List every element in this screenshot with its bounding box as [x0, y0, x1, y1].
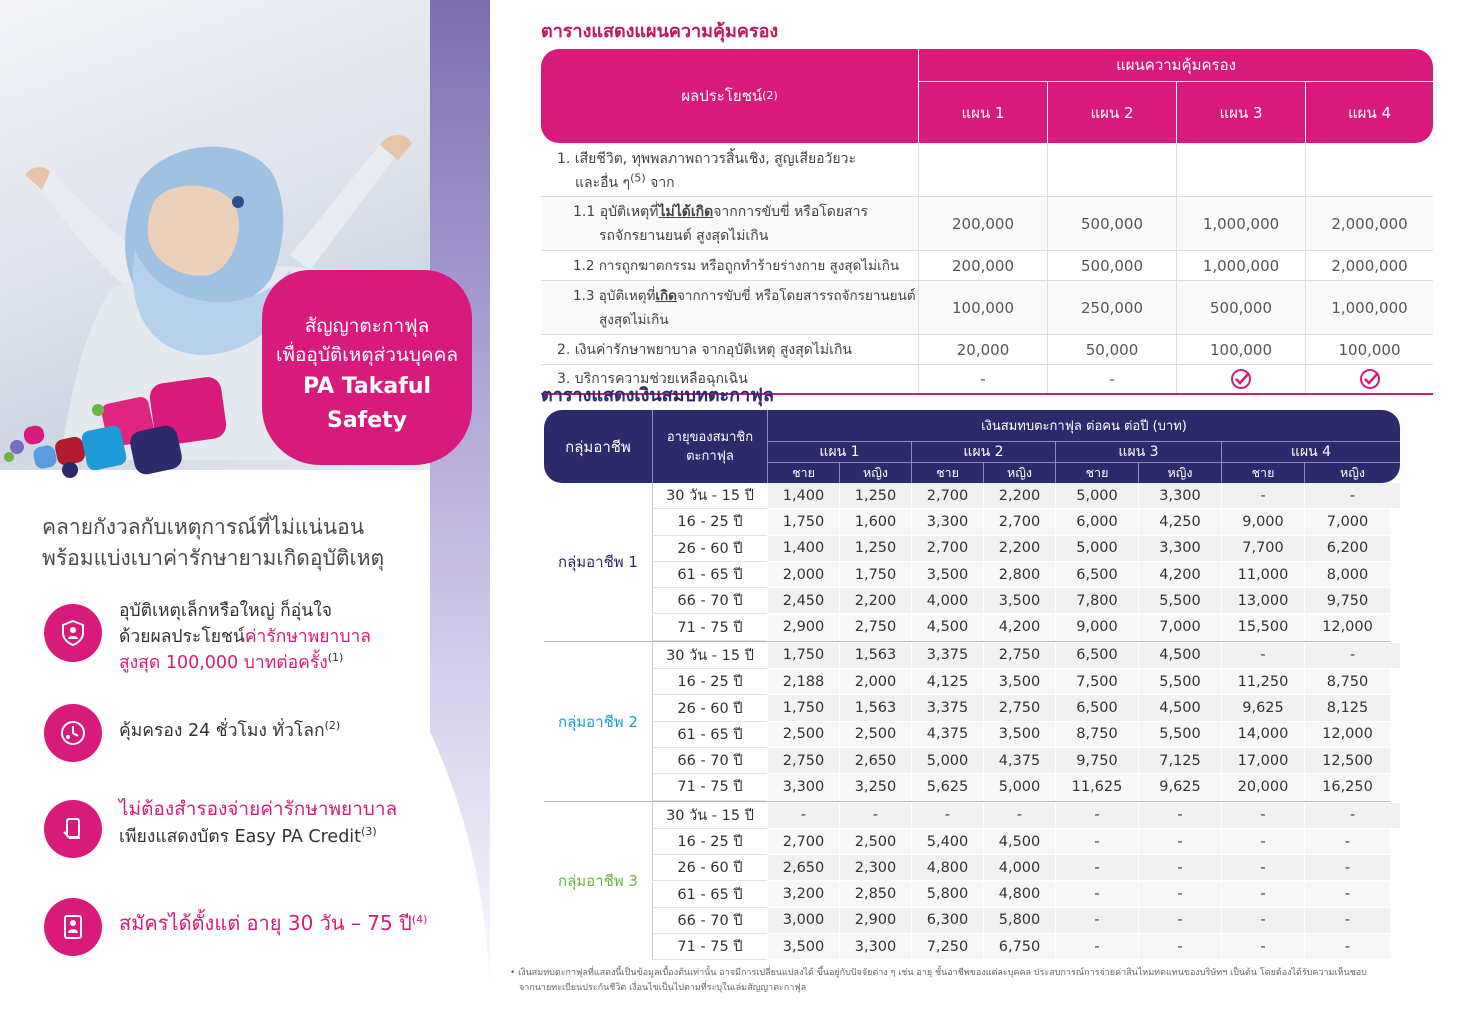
age-range: 66 - 70 ปี [652, 748, 767, 774]
coverage-value: - [918, 365, 1047, 393]
coverage-value: 20,000 [918, 335, 1047, 364]
plan-header-1: แผน 1 [918, 82, 1047, 143]
coverage-row [541, 143, 1433, 197]
contribution-value: 3,500 [983, 722, 1055, 748]
contribution-value: 8,750 [1304, 669, 1390, 695]
contribution-value: 1,750 [767, 509, 839, 535]
coverage-value: 2,000,000 [1305, 251, 1433, 280]
plan-header-3: แผน 3 [1176, 82, 1305, 143]
feature-medical-text [119, 598, 479, 676]
group-header: กลุ่มอาชีพ [565, 437, 631, 456]
contribution-value: 3,375 [911, 643, 983, 669]
feature-medical-line-2a: ด้วยผลประโยชน์ [119, 627, 245, 647]
coverage-value: 200,000 [918, 251, 1047, 280]
age-range: 71 - 75 ปี [652, 934, 767, 960]
coverage-value [1305, 143, 1433, 196]
contribution-value: 9,000 [1055, 615, 1138, 641]
footnote-line-1: • เงินสมทบตะกาฟุลที่แสดงนี้เป็นข้อมูลเบื้องต้นเท่านั้น อาจมีการเปลี่ยนแปลงได้ ขึ้นอยู่กับปัจจัยต่าง ๆ เช่น อายุ ชั้นอาชีพของแต่ละบุคคล ประสบการณ์การจ่ายค่าสินไหมทดแทนของบริษัทฯ เป็นต้น โดยต้องได้รับความเห็นชอบ [510, 968, 1367, 978]
badge-line-1: สัญญาตะกาฟุล [304, 315, 430, 337]
contribution-value: 2,200 [983, 483, 1055, 509]
tagline-line-2: พร้อมแบ่งเบาค่ารักษายามเกิดอุบัติเหตุ [42, 546, 385, 570]
male-header: ชาย [911, 462, 983, 483]
contribution-value: 7,800 [1055, 588, 1138, 614]
occupation-group-label: กลุ่มอาชีพ 3 [558, 872, 638, 891]
coverage-table [541, 49, 1433, 395]
contribution-value: - [911, 803, 983, 829]
contribution-value: 4,375 [911, 722, 983, 748]
coverage-header [541, 49, 1433, 143]
feature-easy-pa-line-2 [119, 824, 479, 850]
contribution-value: - [1304, 643, 1400, 669]
contribution-value: - [1221, 643, 1304, 669]
contribution-value: 2,700 [767, 829, 839, 855]
tagline [42, 512, 462, 574]
age-header [652, 410, 767, 483]
coverage-row [541, 197, 1433, 251]
age-range: 26 - 60 ปี [652, 536, 767, 562]
contribution-value: 2,900 [767, 615, 839, 641]
female-header: หญิง [1304, 462, 1400, 483]
row-label-line-2: สูงสุดไม่เกิน [599, 312, 669, 328]
feature-age-text [119, 910, 479, 938]
coverage-row-label: 3. บริการความช่วยเหลือฉุกเฉิน [557, 371, 748, 387]
group-separator [544, 801, 1390, 802]
contribution-value: 1,400 [767, 483, 839, 509]
coverage-value [1176, 143, 1305, 196]
contribution-value: 3,300 [767, 774, 839, 800]
age-range: 66 - 70 ปี [652, 908, 767, 934]
contribution-value: 16,250 [1304, 774, 1390, 800]
contribution-value: 6,000 [1055, 509, 1138, 535]
feature-medical-line-2 [119, 624, 479, 650]
age-range: 26 - 60 ปี [652, 695, 767, 721]
shield-person-icon [44, 604, 102, 662]
contribution-value: 11,250 [1221, 669, 1304, 695]
row-label-emphasis: ไม่ได้เกิด [658, 204, 714, 220]
contribution-value: - [1304, 908, 1390, 934]
age-range: 66 - 70 ปี [652, 588, 767, 614]
plan-header-3: แผน 3 [1055, 441, 1221, 462]
age-range: 16 - 25 ปี [652, 829, 767, 855]
male-header: ชาย [1221, 462, 1304, 483]
contribution-value: 5,000 [1055, 536, 1138, 562]
feature-medical-line-1: อุบัติเหตุเล็กหรือใหญ่ ก็อุ่นใจ [119, 601, 333, 621]
benefit-header: ผลประโยชน์ (2) [541, 49, 918, 143]
contribution-value: 2,300 [839, 855, 911, 881]
male-header: ชาย [767, 462, 839, 483]
contribution-value: 1,563 [839, 643, 911, 669]
check-icon [1305, 365, 1433, 393]
contribution-value: - [1138, 855, 1221, 881]
contribution-value: - [1221, 483, 1304, 509]
female-header: หญิง [1138, 462, 1221, 483]
coverage-value: 1,000,000 [1305, 281, 1433, 334]
footnote-line-2: จากนายทะเบียนประกันชีวิต เงื่อนไขเป็นไปตามที่ระบุในเล่มสัญญาตะกาฟุล [519, 983, 807, 993]
coverage-value: 2,000,000 [1305, 197, 1433, 250]
contribution-value: 3,200 [767, 882, 839, 908]
row-label-text: จากการขับขี่ หรือโดยสาร [713, 204, 868, 220]
age-range: 61 - 65 ปี [652, 722, 767, 748]
contribution-value: 3,300 [911, 509, 983, 535]
contribution-value: 3,500 [983, 669, 1055, 695]
coverage-row-label [541, 143, 918, 195]
contribution-value: 8,125 [1304, 695, 1390, 721]
contribution-value: 12,000 [1304, 722, 1390, 748]
contribution-value: 4,000 [911, 588, 983, 614]
contribution-value: 6,500 [1055, 643, 1138, 669]
contribution-value: 6,300 [911, 908, 983, 934]
contribution-value: - [1138, 908, 1221, 934]
age-range: 16 - 25 ปี [652, 669, 767, 695]
contribution-value: 2,500 [767, 722, 839, 748]
contribution-value: 2,750 [839, 615, 911, 641]
coverage-title: ตารางแสดงแผนความคุ้มครอง [541, 21, 779, 42]
row-label-line-1: 1. เสียชีวิต, ทุพพลภาพถาวรสิ้นเชิง, สูญเสียอวัยวะ [557, 151, 856, 167]
contribution-value: 4,125 [911, 669, 983, 695]
contribution-value: 3,500 [983, 588, 1055, 614]
contribution-title: ตารางแสดงเงินสมบทตะกาฟุล [541, 385, 774, 406]
feature-24h-text [119, 718, 479, 744]
contribution-value: 4,500 [1138, 643, 1221, 669]
row-label-line-2: รถจักรยานยนต์ สูงสุดไม่เกิน [599, 228, 769, 244]
age-range: 16 - 25 ปี [652, 509, 767, 535]
contribution-value: - [1055, 855, 1138, 881]
coverage-value: 100,000 [918, 281, 1047, 334]
contribution-value: 14,000 [1221, 722, 1304, 748]
contribution-value: 3,300 [1138, 483, 1221, 509]
coverage-value: 1,000,000 [1176, 197, 1305, 250]
contribution-value: 20,000 [1221, 774, 1304, 800]
contribution-value: 2,800 [983, 562, 1055, 588]
coverage-value [918, 143, 1047, 196]
contribution-value: 9,750 [1304, 588, 1390, 614]
contribution-value: 4,200 [983, 615, 1055, 641]
contribution-value: 2,000 [767, 562, 839, 588]
contribution-value: 2,750 [767, 748, 839, 774]
contribution-value: 17,000 [1221, 748, 1304, 774]
footnote-ref: (2) [324, 719, 341, 733]
contribution-value: 6,750 [983, 934, 1055, 960]
contribution-value: 5,000 [1055, 483, 1138, 509]
contribution-value: 1,563 [839, 695, 911, 721]
coverage-value: 100,000 [1305, 335, 1433, 364]
contribution-value: - [1221, 908, 1304, 934]
contribution-value: - [1138, 829, 1221, 855]
contribution-value: 1,750 [767, 695, 839, 721]
contribution-value: - [1304, 934, 1390, 960]
contribution-value: 5,800 [911, 882, 983, 908]
contribution-value: - [1055, 908, 1138, 934]
contribution-value: - [839, 803, 911, 829]
row-label-text: และอื่น ๆ [575, 175, 631, 191]
footnote-ref: (4) [411, 913, 428, 927]
coverage-value: 200,000 [918, 197, 1047, 250]
contribution-value: 2,650 [767, 855, 839, 881]
contribution-value: 7,000 [1304, 509, 1390, 535]
coverage-value: 500,000 [1047, 251, 1176, 280]
contribution-value: 7,700 [1221, 536, 1304, 562]
contribution-value: 5,000 [983, 774, 1055, 800]
contribution-value: 9,000 [1221, 509, 1304, 535]
contribution-value: 15,500 [1221, 615, 1304, 641]
contribution-value: 7,125 [1138, 748, 1221, 774]
coverage-row [541, 281, 1433, 335]
contribution-value: 3,250 [839, 774, 911, 800]
tagline-line-1: คลายกังวลกับเหตุการณ์ที่ไม่แน่นอน [42, 515, 365, 539]
feature-easy-pa-headline: ไม่ต้องสำรองจ่ายค่ารักษาพยาบาล [119, 798, 398, 820]
contribution-value: - [1304, 803, 1400, 829]
contribution-value: 4,200 [1138, 562, 1221, 588]
contribution-value: - [1304, 882, 1390, 908]
contribution-value: 4,375 [983, 748, 1055, 774]
contribution-value: - [1304, 483, 1400, 509]
contribution-value: 9,750 [1055, 748, 1138, 774]
contribution-value: 1,250 [839, 536, 911, 562]
contribution-value: 12,500 [1304, 748, 1390, 774]
benefit-header-label: ผลประโยชน์ [681, 87, 763, 105]
contribution-value: 3,300 [839, 934, 911, 960]
contribution-value: 4,800 [911, 855, 983, 881]
contribution-value: 2,650 [839, 748, 911, 774]
contribution-value: 2,750 [983, 643, 1055, 669]
feature-easy-pa-text [119, 794, 479, 850]
age-range: 30 วัน - 15 ปี [652, 483, 767, 509]
contribution-value: 9,625 [1138, 774, 1221, 800]
age-range: 30 วัน - 15 ปี [652, 643, 767, 669]
age-range: 71 - 75 ปี [652, 615, 767, 641]
contribution-value: 7,500 [1055, 669, 1138, 695]
contribution-value: 2,450 [767, 588, 839, 614]
plan-header-2: แผน 2 [911, 441, 1055, 462]
contribution-value: - [1138, 803, 1221, 829]
female-header: หญิง [839, 462, 911, 483]
coverage-value: 250,000 [1047, 281, 1176, 334]
clock-person-icon [44, 704, 102, 762]
plan-header-4: แผน 4 [1221, 441, 1400, 462]
row-label-line-2 [557, 171, 918, 195]
contribution-value: 5,400 [911, 829, 983, 855]
female-header: หญิง [983, 462, 1055, 483]
row-label-text: จาก [645, 175, 675, 191]
contribution-value: 5,500 [1138, 722, 1221, 748]
contribution-value: 1,750 [767, 643, 839, 669]
age-header-line-1: อายุของสมาชิก [666, 429, 754, 445]
contribution-value: - [1221, 882, 1304, 908]
contribution-table [544, 410, 1400, 962]
contribution-value: 11,625 [1055, 774, 1138, 800]
footnote-ref: (5) [630, 171, 646, 185]
coverage-row [541, 251, 1433, 281]
feature-age-line: สมัครได้ตั้งแต่ อายุ 30 วัน – 75 ปี [119, 911, 412, 935]
contribution-value: 5,800 [983, 908, 1055, 934]
contribution-value: 4,000 [983, 855, 1055, 881]
contribution-value: 2,188 [767, 669, 839, 695]
occupation-group-label: กลุ่มอาชีพ 2 [558, 712, 638, 731]
group-separator [544, 641, 1390, 642]
occupation-group-label: กลุ่มอาชีพ 1 [558, 552, 638, 571]
contribution-value: 2,500 [839, 722, 911, 748]
contribution-value: 5,500 [1138, 588, 1221, 614]
row-label-emphasis: เกิด [655, 288, 677, 304]
check-icon [1176, 365, 1305, 393]
coverage-row [541, 335, 1433, 365]
footnote-ref: (3) [361, 825, 377, 839]
contribution-value: 3,300 [1138, 536, 1221, 562]
card-hand-icon [44, 800, 102, 858]
contribution-value: 8,000 [1304, 562, 1390, 588]
feature-medical-highlight: ค่ารักษาพยาบาล [244, 627, 371, 647]
contribution-value: 7,250 [911, 934, 983, 960]
contribution-value: 1,250 [839, 483, 911, 509]
contribution-value: 4,500 [911, 615, 983, 641]
contribution-value: 3,375 [911, 695, 983, 721]
contribution-value: 2,700 [983, 509, 1055, 535]
contribution-value: - [1221, 803, 1304, 829]
badge-line-2: เพื่ออุบัติเหตุส่วนบุคคล [276, 344, 458, 366]
row-label-text: จากการขับขี่ หรือโดยสารรถจักรยานยนต์ [676, 288, 916, 304]
person-frame-icon [44, 898, 102, 956]
badge-product-name: PA Takaful Safety [302, 374, 432, 433]
contribution-value: 4,500 [983, 829, 1055, 855]
feature-medical-line-3 [119, 650, 479, 676]
product-badge [262, 270, 472, 465]
contribution-value: - [1221, 855, 1304, 881]
contribution-value: - [983, 803, 1055, 829]
contribution-top-header: เงินสมทบตะกาฟุล ต่อคน ต่อปี (บาท) [767, 410, 1400, 441]
coverage-value: 1,000,000 [1176, 251, 1305, 280]
contribution-value: 3,000 [767, 908, 839, 934]
male-header: ชาย [1055, 462, 1138, 483]
feature-medical-max: สูงสุด 100,000 บาทต่อครั้ง [119, 653, 328, 673]
contribution-value: 8,750 [1055, 722, 1138, 748]
contribution-value: 2,200 [839, 588, 911, 614]
age-range: 61 - 65 ปี [652, 562, 767, 588]
decor-cube [80, 424, 127, 471]
contribution-value: 2,700 [911, 536, 983, 562]
contribution-value: 5,500 [1138, 669, 1221, 695]
contribution-value: 7,000 [1138, 615, 1221, 641]
contribution-value: 4,500 [1138, 695, 1221, 721]
feature-24h-line: คุ้มครอง 24 ชั่วโมง ทั่วโลก [119, 721, 325, 741]
contribution-value: 2,750 [983, 695, 1055, 721]
contribution-value: 6,500 [1055, 695, 1138, 721]
contribution-value: - [1138, 882, 1221, 908]
plan-header-4: แผน 4 [1305, 82, 1433, 143]
contribution-value: - [1055, 829, 1138, 855]
age-range: 26 - 60 ปี [652, 855, 767, 881]
plan-header-1: แผน 1 [767, 441, 911, 462]
contribution-value: - [1055, 934, 1138, 960]
contribution-value: 1,600 [839, 509, 911, 535]
coverage-value: - [1047, 365, 1176, 393]
contribution-value: 2,900 [839, 908, 911, 934]
contribution-value: 2,850 [839, 882, 911, 908]
contribution-value: 5,625 [911, 774, 983, 800]
row-label-line-1 [573, 284, 918, 308]
footnote-ref: (1) [327, 651, 344, 665]
coverage-row-label: 1.2 การถูกฆาตกรรม หรือถูกทำร้ายร่างกาย สูงสุดไม่เกิน [573, 258, 900, 274]
contribution-value: - [1055, 882, 1138, 908]
coverage-value: 500,000 [1047, 197, 1176, 250]
feature-easy-pa-sub: เพียงแสดงบัตร Easy PA Credit [119, 827, 362, 847]
plan-header-2: แผน 2 [1047, 82, 1176, 143]
age-range: 61 - 65 ปี [652, 882, 767, 908]
coverage-row-label: 2. เงินค่ารักษาพยาบาล จากอุบัติเหตุ สูงสุดไม่เกิน [557, 342, 852, 358]
contribution-value: - [1138, 934, 1221, 960]
age-range: 71 - 75 ปี [652, 774, 767, 800]
contribution-value: 4,800 [983, 882, 1055, 908]
row-label-line-1 [573, 200, 918, 224]
contribution-value: 6,200 [1304, 536, 1390, 562]
row-label-text: 1.1 อุบัติเหตุที่ [573, 204, 659, 220]
contribution-value: - [1221, 934, 1304, 960]
plans-header: แผนความคุ้มครอง [918, 49, 1433, 82]
contribution-value: 2,000 [839, 669, 911, 695]
age-range: 30 วัน - 15 ปี [652, 803, 767, 829]
contribution-value: 3,500 [767, 934, 839, 960]
coverage-value: 100,000 [1176, 335, 1305, 364]
coverage-row-label [541, 197, 918, 248]
row-label-text: 1.3 อุบัติเหตุที่ [573, 288, 656, 304]
contribution-value: 11,000 [1221, 562, 1304, 588]
coverage-value: 500,000 [1176, 281, 1305, 334]
contribution-value: - [767, 803, 839, 829]
contribution-value: - [1304, 855, 1390, 881]
coverage-value: 50,000 [1047, 335, 1176, 364]
contribution-value: 12,000 [1304, 615, 1390, 641]
contribution-value: 1,750 [839, 562, 911, 588]
contribution-value: - [1055, 803, 1138, 829]
contribution-value: - [1221, 829, 1304, 855]
contribution-value: 2,500 [839, 829, 911, 855]
coverage-value [1047, 143, 1176, 196]
footnote [510, 966, 1450, 996]
contribution-value: 5,000 [911, 748, 983, 774]
contribution-value: 4,250 [1138, 509, 1221, 535]
contribution-value: 2,700 [911, 483, 983, 509]
contribution-body [544, 483, 1400, 962]
contribution-value: 1,400 [767, 536, 839, 562]
coverage-row-label [541, 281, 918, 332]
contribution-value: 13,000 [1221, 588, 1304, 614]
contribution-header [544, 410, 1400, 483]
contribution-value: 3,500 [911, 562, 983, 588]
left-panel [0, 0, 490, 1024]
contribution-value: - [1304, 829, 1390, 855]
contribution-value: 9,625 [1221, 695, 1304, 721]
contribution-value: 6,500 [1055, 562, 1138, 588]
contribution-value: 2,200 [983, 536, 1055, 562]
age-header-line-2: ตะกาฟุล [686, 448, 734, 464]
